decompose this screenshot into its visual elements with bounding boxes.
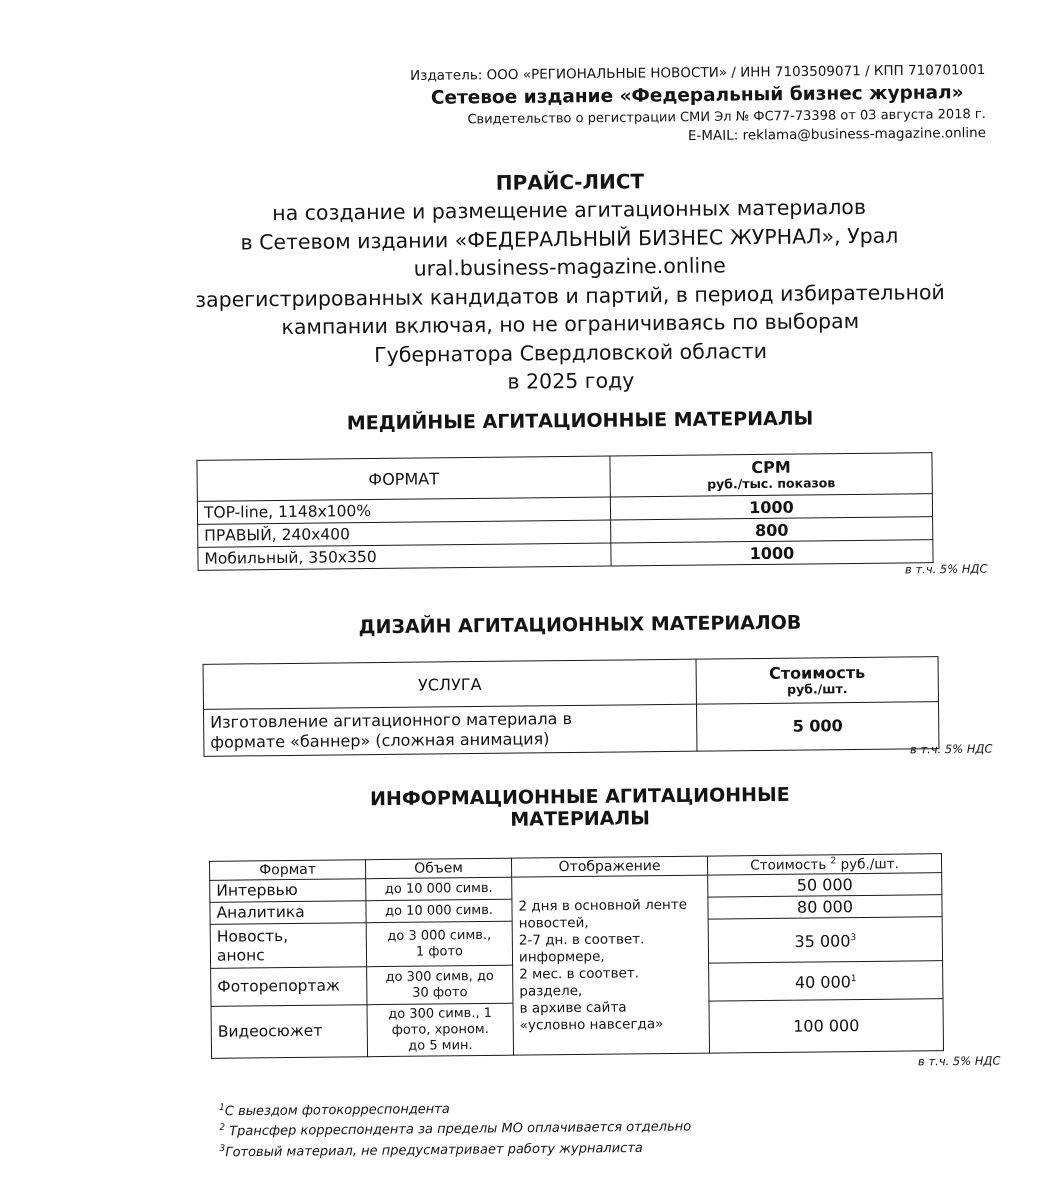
column-header-volume: Объем xyxy=(365,858,511,879)
price-list-subtitle xyxy=(169,192,971,400)
cost-unit: руб./шт. xyxy=(787,681,848,697)
price-cell: 100 000 xyxy=(709,999,944,1053)
display-line: в архиве сайта xyxy=(519,998,627,1017)
footnote: $^1$С выездом фотокорреспондента xyxy=(219,1101,450,1120)
volume-cell: до 10 000 симв. xyxy=(366,877,512,901)
vat-note: в т.ч. 5% НДС xyxy=(917,1053,1001,1069)
column-header-display: Отображение xyxy=(511,856,707,877)
registration-certificate: Свидетельство о регистрации СМИ Эл № ФС77-73398 от 03 августа 2018 г. xyxy=(467,106,986,128)
format-cell: Аналитика xyxy=(210,901,366,925)
display-line: новостей, xyxy=(518,914,589,932)
column-header-cost xyxy=(696,657,938,705)
display-line: 2-7 дн. в соответ. xyxy=(518,930,645,949)
price-cell: 50 000 xyxy=(708,873,942,897)
volume-line: до 300 симв., 1 xyxy=(388,1005,493,1022)
price-cell: 800 xyxy=(611,517,933,543)
format-cell: Видеосюжет xyxy=(211,1005,368,1059)
service-line: формате «баннер» (сложная анимация) xyxy=(210,729,550,752)
media-section-title: МЕДИЙНЫЕ АГИТАЦИОННЫЕ МАТЕРИАЛЫ xyxy=(346,407,814,435)
info-price-table xyxy=(209,853,944,1059)
format-cell: Мобильный, 350х350 xyxy=(198,543,611,570)
subtitle-line: ural.business-magazine.online xyxy=(413,253,726,281)
cpm-label: CPM xyxy=(751,457,791,478)
price-cell: 80 000 xyxy=(708,895,942,919)
table-row xyxy=(204,702,939,757)
format-line: анонс xyxy=(216,945,265,965)
subtitle-line: Губернатора Свердловской области xyxy=(374,338,768,367)
cpm-unit: руб./тыс. показов xyxy=(707,475,836,492)
price-cell: 1000 xyxy=(611,540,933,566)
price-list-title: ПРАЙС-ЛИСТ xyxy=(495,169,645,195)
format-cell: Интервью xyxy=(210,879,366,903)
format-cell: TOP-line, 1148х100% xyxy=(197,497,610,524)
column-header-format: ФОРМАТ xyxy=(197,456,610,501)
format-cell: Фоторепортаж xyxy=(211,967,367,1007)
subtitle-line: кампании включая, но не ограничиваясь по выборам xyxy=(281,308,860,340)
price-cell: 35 $000^3$ xyxy=(708,917,942,963)
subtitle-line: в Сетевом издании «ФЕДЕРАЛЬНЫЙ БИЗНЕС ЖУРНАЛ», Урал xyxy=(240,223,899,254)
display-line: 2 дня в основной ленте xyxy=(518,896,688,915)
volume-line: до 5 мин. xyxy=(408,1037,473,1054)
column-header-format: Формат xyxy=(209,860,365,881)
cost-label: Стоимость xyxy=(750,856,827,874)
publisher-header xyxy=(410,60,986,148)
media-price-table xyxy=(196,452,933,571)
volume-line: 30 фото xyxy=(412,984,468,1001)
column-header-cost xyxy=(707,854,941,875)
cost-unit: руб./шт. xyxy=(836,855,899,873)
footnote-mark: 1 xyxy=(850,973,857,984)
display-line: «условно навсегда» xyxy=(519,1015,664,1034)
footnote-mark: 3 xyxy=(850,932,857,943)
display-line: 2 мес. в соответ. xyxy=(519,964,640,983)
publication-title: Сетевое издание «Федеральный бизнес журнал» xyxy=(430,82,964,109)
volume-line: до 300 симв, до xyxy=(385,968,494,985)
format-cell xyxy=(210,923,366,969)
volume-cell xyxy=(367,965,513,1005)
display-line: разделе, xyxy=(519,982,583,1000)
format-cell: ПРАВЫЙ, 240х400 xyxy=(198,520,611,547)
vat-note: в т.ч. 5% НДС xyxy=(909,741,993,757)
price-cell: 5 000 xyxy=(696,702,938,752)
design-section-title: ДИЗАЙН АГИТАЦИОННЫХ МАТЕРИАЛОВ xyxy=(358,611,802,639)
service-cell xyxy=(204,704,697,756)
format-line: Новость, xyxy=(216,926,289,946)
subtitle-line: на создание и размещение агитационных материалов xyxy=(272,194,867,226)
volume-line: фото, хроном. xyxy=(391,1021,489,1038)
publisher-line: Издатель: ООО «РЕГИОНАЛЬНЫЕ НОВОСТИ» / ИНН 7103509071 / КПП 710701001 xyxy=(409,61,986,85)
contact-email: E-MAIL: reklama@business-magazine.online xyxy=(687,124,986,145)
price-cell: 40 $000^1$ xyxy=(709,961,943,1001)
volume-cell xyxy=(367,1003,514,1057)
cost-label: Стоимость xyxy=(768,662,866,683)
footnote: $^2$ Трансфер корреспондента за пределы МО оплачивается отдельно xyxy=(219,1119,692,1140)
footnote-mark: 2 xyxy=(830,856,837,867)
volume-line: 1 фото xyxy=(415,943,464,960)
info-section-title: ИНФОРМАЦИОННЫЕ АГИТАЦИОННЫЕ МАТЕРИАЛЫ xyxy=(369,783,790,831)
footnotes xyxy=(219,1095,691,1161)
display-cell xyxy=(512,875,710,1055)
volume-line: до 3 000 симв., xyxy=(387,927,492,944)
volume-cell: до 10 000 симв. xyxy=(366,899,512,923)
footnote: $^3$Готовый материал, не предусматривает работу журналиста xyxy=(219,1140,643,1160)
subtitle-line: в 2025 году xyxy=(507,368,635,394)
design-price-table xyxy=(203,656,940,757)
subtitle-line: зарегистрированных кандидатов и партий, в период избирательной xyxy=(195,279,945,312)
column-header-cpm xyxy=(610,453,932,497)
service-line: Изготовление агитационного материала в xyxy=(210,708,573,732)
column-header-service: УСЛУГА xyxy=(203,659,696,709)
volume-cell xyxy=(366,921,512,967)
price-cell: 1000 xyxy=(610,494,932,520)
display-line: информере, xyxy=(518,948,605,966)
vat-note: в т.ч. 5% НДС xyxy=(904,561,988,577)
